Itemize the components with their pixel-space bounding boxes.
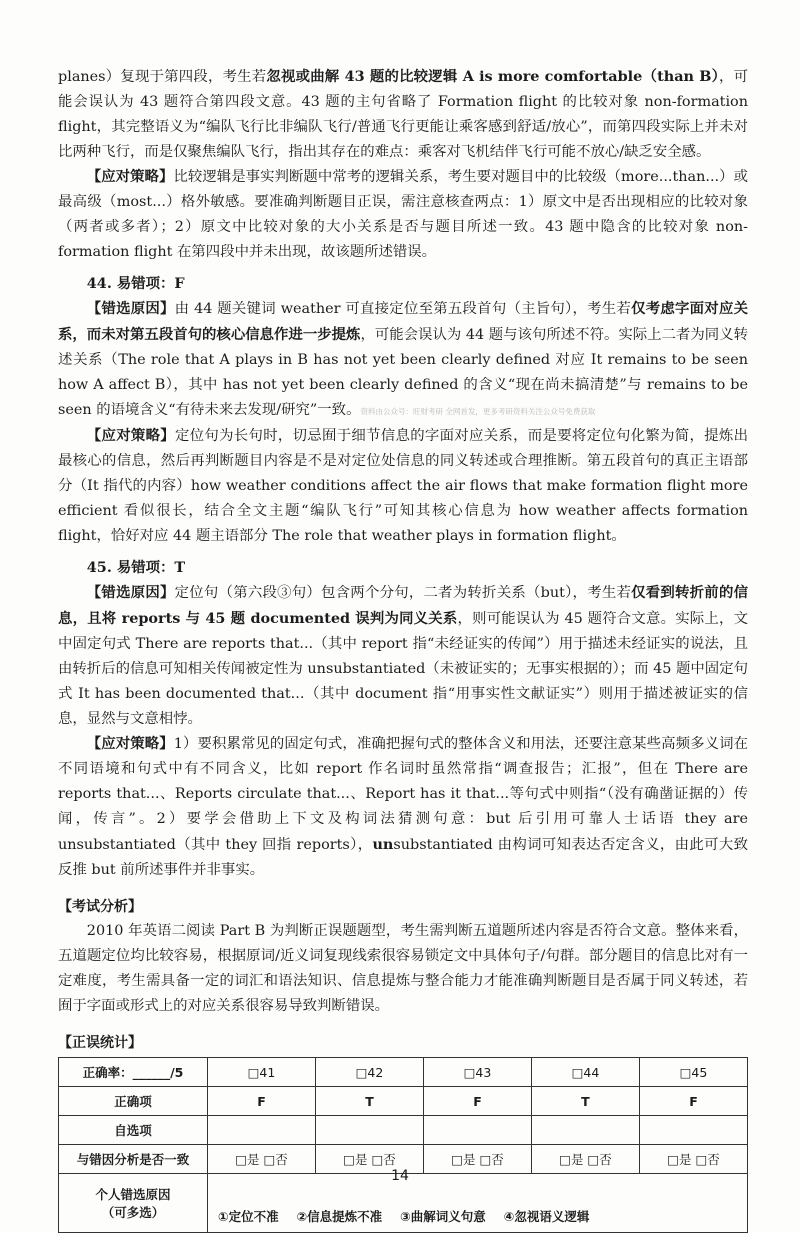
question-checkbox[interactable]: □42 xyxy=(315,1058,423,1087)
paragraph-43-explanation xyxy=(58,64,748,165)
reason-label: 【错选原因】 xyxy=(86,301,175,317)
answer-cell: T xyxy=(531,1087,639,1116)
question-checkbox[interactable]: □44 xyxy=(531,1058,639,1087)
reason-label: 【错选原因】 xyxy=(86,585,175,601)
yes-no-checkbox[interactable]: □是 □否 xyxy=(531,1145,639,1174)
yes-no-checkbox[interactable]: □是 □否 xyxy=(639,1145,747,1174)
self-choice-cell[interactable] xyxy=(208,1116,316,1145)
text: 比较逻辑是事实判断题中常考的逻辑关系，考生要对题目中的比较级（more...than...）或最高级（most...）格外敏感。要准确判断题目正误，需注意核查两点：1）原文中是否出现相应的比较对象（两者或多者）；2）原文中比较对象的大小关系是否与题目所述一致。43 题中隐含的比较对象 non-formation flight 在第四段中并未出现，故该题所述错误。 xyxy=(58,169,748,260)
self-choice-label: 自选项 xyxy=(59,1116,208,1145)
answer-cell: T xyxy=(315,1087,423,1116)
table-row xyxy=(59,1058,748,1087)
page-content xyxy=(58,64,748,1233)
stats-table xyxy=(58,1057,748,1233)
answer-cell: F xyxy=(208,1087,316,1116)
text: 1）要积累常见的固定句式，准确把握句式的整体含义和用法，还要注意某些高频多义词在不同语境和句式中有不同含义，比如 report 作名词时虽然常指“调查报告；汇报”，但在 There are reports that...、Reports circulate that...、Report has it that...等句式中则指“（没有确凿证据的）传闻，传言”。2）要学会借助上下文及构词法猜测句意：but 后引用可靠人士话语 they are unsubstantiated（其中 they 回指 reports）， xyxy=(58,736,748,853)
label-line: （可多选） xyxy=(101,1205,165,1220)
q45-strategy xyxy=(58,732,748,883)
q44-heading: 44. 易错项：F xyxy=(86,275,185,292)
page-number: 14 xyxy=(391,1168,409,1184)
emphasis: un xyxy=(372,836,394,853)
self-choice-cell[interactable] xyxy=(639,1116,747,1145)
yes-no-checkbox[interactable]: □是 □否 xyxy=(315,1145,423,1174)
text: ，可能会误认为 44 题与该句所述不符。实际上二者为同义转述关系（The role that A plays in B has not yet been clearly defined 对应 It remains to be seen how A affect B），其中 has not yet been clearly defined 的含义“现在尚未搞清楚”与 remains to be seen 的语境含义“有待未来去发现/研究”一致。 xyxy=(58,327,748,418)
answer-cell: F xyxy=(423,1087,531,1116)
text: ，则可能误认为 45 题符合文意。实际上，文中固定句式 There are reports that...（其中 report 指“未经证实的传闻”）用于描述未经证实的说法，且由转折后的信息可知相关传闻被定性为 unsubstantiated（未被证实的；无事实根据的）；而 45 题中固定句式 It has been documented that...（其中 document 指“用事实性文献证实”）则用于描述被证实的信息，显然与文意相悖。 xyxy=(58,611,748,727)
question-checkbox[interactable]: □41 xyxy=(208,1058,316,1087)
analysis-heading: 【考试分析】 xyxy=(58,899,142,915)
watermark-text: 资料由公众号：旺财考研 全网首发，更多考研资料关注公众号免费获取 xyxy=(360,407,596,416)
table-row xyxy=(59,1116,748,1145)
q44-strategy xyxy=(58,424,748,549)
self-choice-cell[interactable] xyxy=(315,1116,423,1145)
strategy-label: 【应对策略】 xyxy=(86,736,174,752)
strategy-label: 【应对策略】 xyxy=(86,169,174,185)
accuracy-cell[interactable]: 正确率：______/5 xyxy=(59,1058,208,1087)
answer-label: 正确项 xyxy=(59,1087,208,1116)
q45-heading: 45. 易错项：T xyxy=(86,559,186,576)
self-choice-cell[interactable] xyxy=(531,1116,639,1145)
paragraph-43-strategy xyxy=(58,165,748,265)
question-checkbox[interactable]: □43 xyxy=(423,1058,531,1087)
emphasis: 仅看到转折前的信息，且将 reports 与 45 题 documented 误判为同义关系 xyxy=(58,584,748,627)
self-choice-cell[interactable] xyxy=(423,1116,531,1145)
text: 定位句（第六段③句）包含两个分句，二者为转折关系（but），考生若 xyxy=(174,585,632,601)
question-checkbox[interactable]: □45 xyxy=(639,1058,747,1087)
text: 由 44 题关键词 weather 可直接定位至第五段首句（主旨句），考生若 xyxy=(174,301,632,317)
yes-no-checkbox[interactable]: □是 □否 xyxy=(423,1145,531,1174)
option-extraction[interactable]: ②信息提炼不准 xyxy=(296,1209,383,1224)
table-row xyxy=(59,1087,748,1116)
label-line: 个人错选原因 xyxy=(95,1187,171,1202)
text: substantiated 由构词可知表达否定含义，由此可大致反推 but 前所述事件并非事实。 xyxy=(58,837,748,878)
analysis-paragraph: 2010 年英语二阅读 Part B 为判断正误题题型，考生需判断五道题所述内容是否符合文意。整体来看，五道题定位均比较容易，根据原词/近义词复现线索很容易锁定文中具体句子/句群。部分题目的信息比对有一定难度，考生需具备一定的词汇和语法知识、信息提炼与整合能力才能准确判断题目是否属于同义转述，若囿于字面或形式上的对应关系很容易导致判断错误。 xyxy=(58,923,748,1014)
yes-no-checkbox[interactable]: □是 □否 xyxy=(208,1145,316,1174)
stats-heading: 【正误统计】 xyxy=(58,1035,142,1051)
q45-reason xyxy=(58,580,748,732)
emphasis: 忽视或曲解 43 题的比较逻辑 A is more comfortable（than B） xyxy=(266,68,719,85)
text: 定位句为长句时，切忌囿于细节信息的字面对应关系，而是要将定位句化繁为简，提炼出最核心的信息，然后再判断题目内容是不是对定位处信息的同义转述或合理推断。第五段首句的真正主语部分（It 指代的内容）how weather conditions affect the air flows that make formation flight more efficient 看似很长，结合全文主题“编队飞行”可知其核心信息为 how weather affects formation flight，恰好对应 44 题主语部分 The role that weather plays in formation flight。 xyxy=(58,428,748,544)
option-location[interactable]: ①定位不准 xyxy=(218,1209,279,1224)
q44-reason xyxy=(58,296,748,424)
option-misread[interactable]: ③曲解词义句意 xyxy=(400,1209,486,1224)
strategy-label: 【应对策略】 xyxy=(86,428,175,444)
text: ，可能会误认为 43 题符合第四段文意。43 题的主句省略了 Formation flight 的比较对象 non-formation flight，其完整语义为“编队飞行比非编队飞行/普通飞行更能让乘客感到舒适/放心”，而第四段实际上并未对比两种飞行，而是仅聚焦编队飞行，指出其存在的难点：乘客对飞机结伴飞行可能不放心/缺乏安全感。 xyxy=(58,69,748,160)
option-logic[interactable]: ④忽视语义逻辑 xyxy=(503,1209,590,1224)
answer-cell: F xyxy=(639,1087,747,1116)
emphasis: 仅考虑字面对应关系，而未对第五段首句的核心信息作进一步提炼 xyxy=(58,300,748,343)
consistent-label: 与错因分析是否一致 xyxy=(59,1145,208,1174)
text: planes）复现于第四段，考生若 xyxy=(58,69,267,85)
